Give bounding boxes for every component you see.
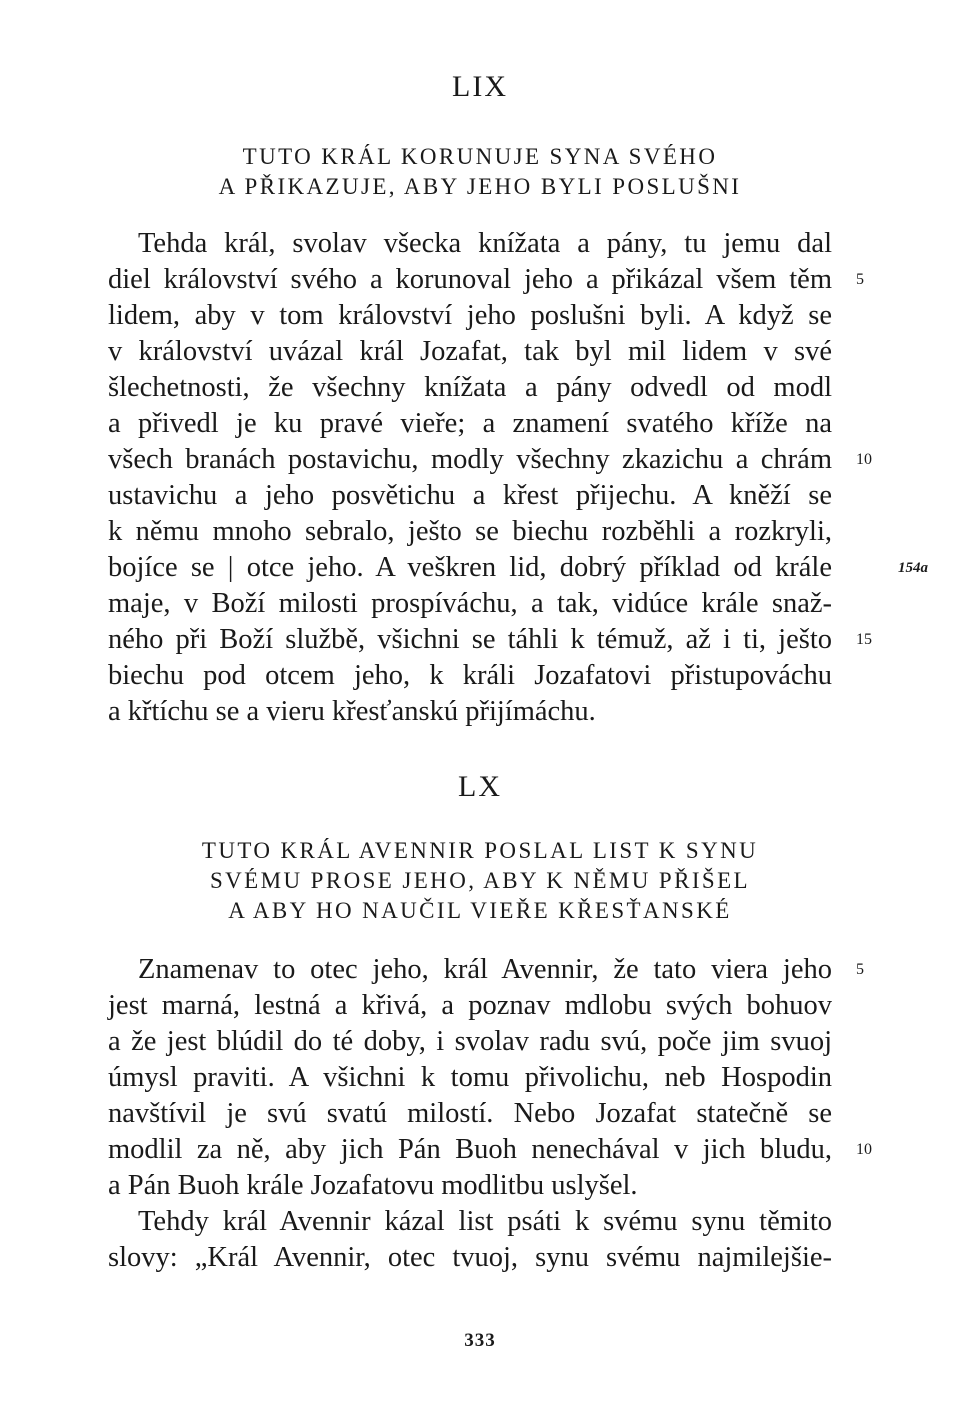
- chapter-title: [0, 836, 960, 926]
- text-line: a křtíchu se a vieru křesťanskú přijímáchu.: [108, 696, 596, 727]
- text-line: k němu mnoho sebralo, ješto se biechu rozběhli a rozkryli,: [108, 516, 832, 547]
- line-number: 10: [856, 451, 872, 468]
- text-line: lidem, aby v tom království jeho poslušni byli. A když se: [108, 300, 832, 331]
- chapter-title-line: A PŘIKAZUJE, ABY JEHO BYLI POSLUŠNI: [218, 174, 742, 199]
- chapter-number: LIX: [452, 70, 508, 103]
- text-line: ustavichu a jeho posvětichu a křest přijechu. A kněží se: [108, 480, 832, 511]
- text-line: diel království svého a korunoval jeho a přikázal všem těm: [108, 264, 832, 295]
- text-line: jest marná, lestná a křivá, a poznav mdlobu svých bohuov: [108, 990, 832, 1021]
- text-line: biechu pod otcem jeho, k králi Jozafatovi přistupováchu: [108, 660, 832, 691]
- line-number: 10: [856, 1141, 872, 1158]
- folio-mark: 154a: [898, 560, 928, 576]
- page-number: 333: [464, 1330, 496, 1351]
- text-line: a přivedl je ku pravé vieře; a znamení svatého kříže na: [108, 408, 832, 439]
- line-number: 15: [856, 631, 872, 648]
- text-line: a že jest blúdil do té doby, i svolav radu svú, poče jim svuoj: [108, 1026, 832, 1057]
- text-line: úmysl praviti. A všichni k tomu přivolichu, neb Hospodin: [108, 1062, 832, 1093]
- chapter-title-line: SVÉMU PROSE JEHO, ABY K NĚMU PŘIŠEL: [209, 868, 750, 893]
- text-line: Znamenav to otec jeho, král Avennir, že tato viera jeho: [138, 954, 832, 985]
- text-line: modlil za ně, aby jich Pán Buoh nenechával v jich bludu,: [108, 1134, 832, 1165]
- line-number: 5: [856, 961, 864, 978]
- chapter-title-line: TUTO KRÁL AVENNIR POSLAL LIST K SYNU: [201, 838, 759, 863]
- text-line: Tehda král, svolav všecka knížata a pány, tu jemu dal: [138, 228, 832, 259]
- text-line: navštívil je svú svatú milostí. Nebo Jozafat statečně se: [108, 1098, 832, 1129]
- text-line: šlechetnosti, že všechny knížata a pány odvedl od modl: [108, 372, 832, 403]
- text-line: ného při Boží službě, všichni se táhli k témuž, až i ti, ješto: [108, 624, 832, 655]
- text-line: v království uvázal král Jozafat, tak byl mil lidem v své: [108, 336, 832, 367]
- chapter-number: LX: [458, 770, 502, 803]
- line-number: 5: [856, 271, 864, 288]
- chapter-title: [0, 142, 960, 202]
- chapter-title-line: A ABY HO NAUČIL VIEŘE KŘESŤANSKÉ: [228, 898, 732, 923]
- text-line: a Pán Buoh krále Jozafatovu modlitbu uslyšel.: [108, 1170, 638, 1201]
- text-line: všech branách postavichu, modly všechny zkazichu a chrám: [108, 444, 832, 475]
- chapter-title-line: TUTO KRÁL KORUNUJE SYNA SVÉHO: [242, 144, 718, 169]
- text-line: Tehdy král Avennir kázal list psáti k svému synu těmito: [138, 1206, 832, 1237]
- text-line: slovy: „Král Avennir, otec tvuoj, synu svému najmilejšie-: [108, 1242, 832, 1273]
- text-line: maje, v Boží milosti prospíváchu, a tak, vidúce krále snaž-: [108, 588, 832, 619]
- text-line: bojíce se | otce jeho. A veškren lid, dobrý příklad od krále: [108, 552, 832, 583]
